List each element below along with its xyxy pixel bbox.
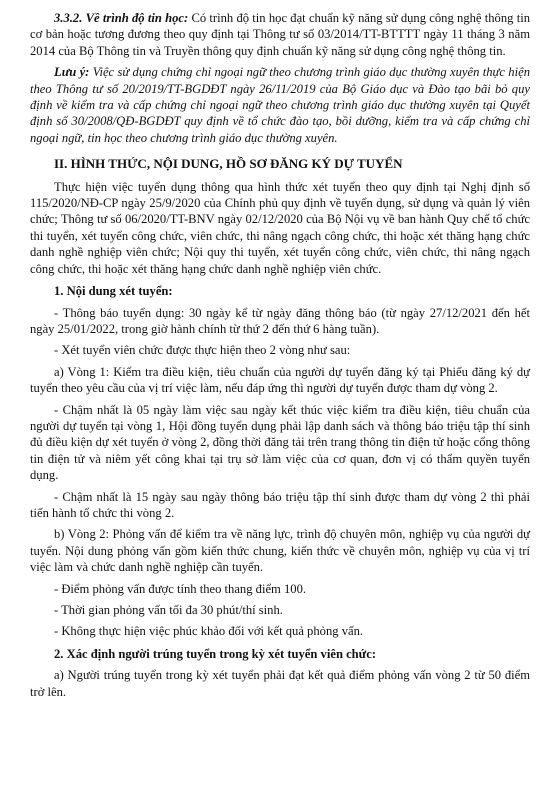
- rounds-intro: - Xét tuyển viên chức được thực hiện theo 2 vòng như sau:: [54, 343, 351, 358]
- no-review: - Không thực hiện việc phúc khảo đối với kết quả phỏng vấn.: [54, 624, 364, 639]
- score-scale: - Điểm phỏng vấn được tính theo thang điểm 100.: [54, 581, 307, 596]
- subsection-2-title: 2. Xác định người trúng tuyển trong kỳ xét tuyển viên chức:: [54, 646, 377, 661]
- section-3-3-2: [30, 10, 530, 59]
- note-heading: Lưu ý:: [54, 65, 90, 80]
- note-text: Việc sử dụng chứng chỉ ngoại ngữ theo chương trình giáo dục thường xuyên thực hiện theo Thông tư số 20/2019/TT-BGDĐT ngày 26/11/2019 của Bộ Giáo dục và Đào tạo bãi bỏ quy định về kiểm tra và cấp chứng chỉ ngoại ngữ theo chương trình giáo dục thường xuyên tại Quyết định số 30/2008/QĐ-BGDĐT quy định về tổ chức đào tạo, bồi dưỡng, kiểm tra và cấp chứng chỉ ngoại ngữ, tin học theo chương trình giáo dục thường xuyên.: [30, 65, 530, 145]
- section-3-3-2-heading: 3.3.2. Về trình độ tin học:: [54, 11, 189, 25]
- section-2-intro: Thực hiện việc tuyển dụng thông qua hình thức xét tuyển theo quy định tại Nghị định số 115/2020/NĐ-CP ngày 25/9/2020 của Chính phủ quy định về tuyển dụng, sử dụng và quản lý viên chức; Thông tư số 06/2020/TT-BNV ngày 02/12/2020 của Bộ Nội vụ về ban hành Quy chế tổ chức thi tuyển, xét tuyển công chức, viên chức, thi nâng ngạch công chức, thi hoặc xét thăng hạng chức danh nghề nghiệp viên chức; Nội quy thi tuyển, xét tuyển công chức, viên chức, thi nâng ngạch công chức, thi hoặc xét thăng hạng chức danh nghề nghiệp viên chức.: [30, 179, 530, 276]
- deadline-15-days: - Chậm nhất là 15 ngày sau ngày thông báo triệu tập thí sinh được tham dự vòng 2 thì phải tiến hành tổ chức thi vòng 2.: [30, 489, 530, 520]
- section-3-3-2-text: Có trình độ tin học đạt chuẩn kỹ năng sử dụng công nghệ thông tin cơ bản hoặc tương đương theo quy định tại Thông tư số 03/2014/TT-BTTTT ngày 11 tháng 3 năm 2014 của Bộ Thông tin và Truyền thông quy định chuẩn kỹ năng sử dụng công nghệ thông tin.: [30, 11, 530, 58]
- round-1: a) Vòng 1: Kiểm tra điều kiện, tiêu chuẩn của người dự tuyển đăng ký tại Phiếu đăng ký dự tuyển theo yêu cầu của vị trí việc làm, nếu đáp ứng thì người dự tuyển được tham dự vòng 2.: [30, 364, 530, 396]
- recruitment-notice: - Thông báo tuyển dụng: 30 ngày kể từ ngày đăng thông báo (từ ngày 27/12/2021 đến hết ngày 25/01/2022, trong giờ hành chính từ thứ 2 đến thứ 6 hàng tuần).: [30, 305, 530, 336]
- subsection-1-title: 1. Nội dung xét tuyển:: [54, 284, 173, 299]
- note-paragraph: [30, 64, 530, 146]
- deadline-5-days: - Chậm nhất là 05 ngày làm việc sau ngày kết thúc việc kiểm tra điều kiện, tiêu chuẩn của người dự tuyển tại vòng 1, Hội đồng tuyển dụng phải lập danh sách và thông báo triệu tập thí sinh đủ điều kiện dự xét tuyển ở vòng 2, đồng thời đăng tải trên trang thông tin điện tử hoặc cổng thông tin điện tử và niêm yết công khai tại trụ sở làm việc của cơ quan, đơn vị có thẩm quyền tuyển dụng.: [30, 402, 530, 483]
- subsection-2-a: a) Người trúng tuyển trong kỳ xét tuyển phải đạt kết quả điểm phỏng vấn vòng 2 từ 50 điểm trở lên.: [30, 668, 530, 699]
- round-2: b) Vòng 2: Phỏng vấn để kiểm tra về năng lực, trình độ chuyên môn, nghiệp vụ của người dự tuyển. Nội dung phỏng vấn gồm kiến thức chung, kiến thức về chuyên môn, nghiệp vụ của vị trí việc làm và chức danh nghề nghiệp cần tuyển.: [30, 527, 530, 575]
- interview-time: - Thời gian phỏng vấn tối đa 30 phút/thí sinh.: [54, 603, 283, 617]
- section-2-title: II. HÌNH THỨC, NỘI DUNG, HỒ SƠ ĐĂNG KÝ DỰ TUYỂN: [54, 156, 403, 172]
